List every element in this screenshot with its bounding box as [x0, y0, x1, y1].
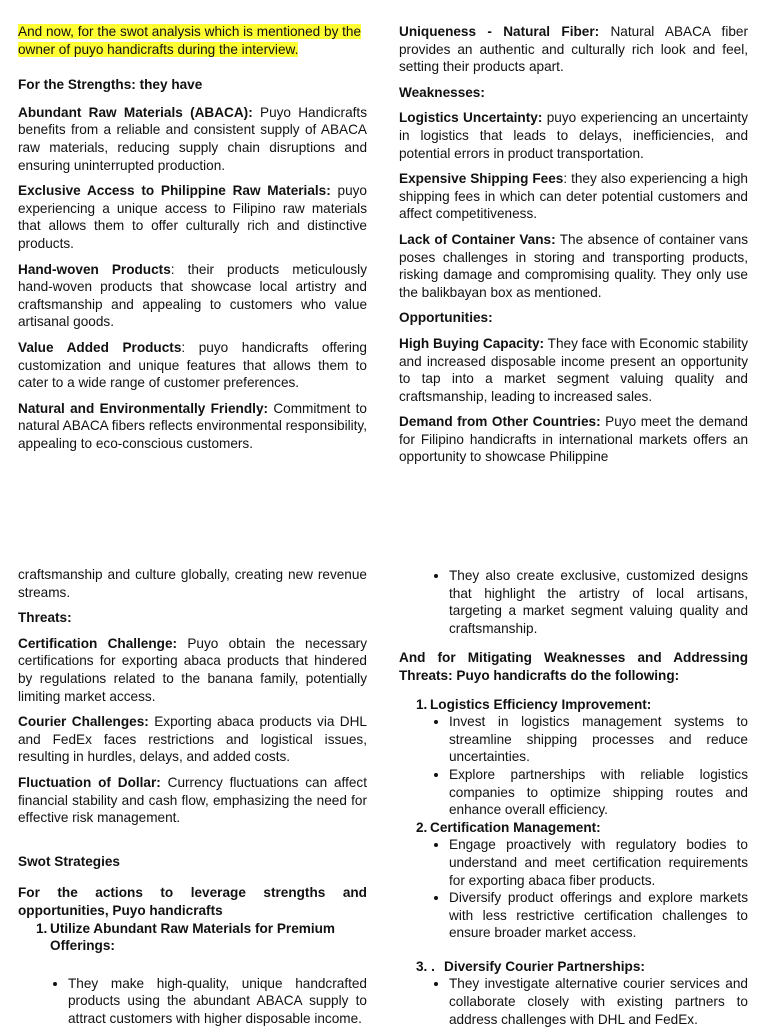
numbered-item-title: Diversify Courier Partnerships:: [444, 958, 645, 974]
page2-right-column: [399, 567, 748, 1028]
numbered-item-title: Certification Management:: [430, 819, 601, 835]
numbered-item: [399, 819, 748, 837]
list-number: 2.: [416, 819, 428, 835]
strength-item: Natural and Environmentally Friendly: Commitment to natural ABACA fibers reflects environmental responsibility, appealing to eco-conscious customers.: [18, 400, 367, 451]
page2-left-column: [18, 566, 367, 1027]
strengths-heading: For the Strengths: they have: [18, 77, 203, 93]
intro-paragraph: [18, 23, 367, 58]
weakness-item: Lack of Container Vans: The absence of container vans poses challenges in storing and transporting products, risking damage and compromising quality. They only use the balikbayan box as mentioned.: [399, 231, 748, 300]
threat-item: Certification Challenge: Puyo obtain the necessary certifications for exporting abaca products that hindered by regulations related to the banana family, potentially limiting market access.: [18, 635, 367, 704]
intro-highlight: And now, for the swot analysis which is mentioned by the owner of puyo handicrafts during the interview.: [18, 24, 362, 57]
weaknesses-heading: Weaknesses:: [399, 84, 485, 100]
continuation-text: craftsmanship and culture globally, creating new revenue streams.: [18, 567, 367, 600]
numbered-item-title: Utilize Abundant Raw Materials for Premium Offerings:: [50, 920, 336, 954]
mitigate-heading: And for Mitigating Weaknesses and Addressing Threats: Puyo handicrafts do the following:: [399, 650, 748, 683]
uniqueness-item: Uniqueness - Natural Fiber: Natural ABACA fiber provides an authentic and culturally rich look and feel, setting their products apart.: [399, 24, 748, 75]
list-number: 1.: [36, 920, 48, 936]
numbered-item: [399, 696, 748, 714]
strength-item: Abundant Raw Materials (ABACA): Puyo Handicrafts benefits from a reliable and consistent supply of ABACA raw materials, reducing supply chain disruptions and ensuring uninterrupted production.: [18, 104, 367, 173]
opportunity-item: Demand from Other Countries: Puyo meet the demand for Filipino handicrafts in international markets offers an opportunity to showcase Philippine: [399, 414, 748, 465]
bullet-item: • Diversify product offerings and explore markets with less restrictive certification challenges to ensure broader market access.: [449, 889, 748, 942]
bullet-item: • They also create exclusive, customized designs that highlight the artistry of local artisans, targeting a market segment valuing quality and craftsmanship.: [449, 567, 748, 637]
bullet-item: • Invest in logistics management systems to streamline shipping processes and reduce uncertainties.: [449, 713, 748, 766]
strength-item: Exclusive Access to Philippine Raw Materials: puyo experiencing a unique access to Filipino raw materials that allows them to offer culturally rich and distinctive products.: [18, 183, 367, 251]
threats-heading: Threats:: [18, 610, 72, 626]
weakness-item: Expensive Shipping Fees: they also experiencing a high shipping fees in which can deter potential customers and affect competitiveness.: [399, 171, 748, 222]
swot-strategies-heading: Swot Strategies: [18, 853, 120, 869]
strength-item: Value Added Products: puyo handicrafts offering customization and unique features that allows them to cater to a wide range of customer preferences.: [18, 339, 367, 391]
bullet-item: • They make high-quality, unique handcrafted products using the abundant ABACA supply to attract customers with higher disposable income.: [68, 975, 367, 1028]
numbered-item-title: Logistics Efficiency Improvement:: [430, 696, 652, 712]
threat-item: Fluctuation of Dollar: Currency fluctuations can affect financial stability and cash flow, emphasizing the need for effective risk management.: [18, 774, 367, 826]
numbered-item: [399, 958, 748, 976]
bullet-item: • Explore partnerships with reliable logistics companies to optimize shipping routes and enhance overall efficiency.: [449, 766, 748, 819]
weakness-item: Logistics Uncertainty: puyo experiencing an uncertainty in logistics that leads to delays, inefficiencies, and potential errors in product transportation.: [399, 110, 748, 161]
page1-right-column: [399, 23, 748, 474]
opportunities-heading: Opportunities:: [399, 310, 493, 326]
bullet-item: • Engage proactively with regulatory bodies to understand and meet certification requirements for exporting abaca fiber products.: [449, 836, 748, 889]
list-number: 3. .: [416, 958, 435, 974]
threat-item: Courier Challenges: Exporting abaca products via DHL and FedEx faces restrictions and logistical issues, resulting in hurdles, delays, and added costs.: [18, 714, 367, 765]
list-number: 1.: [416, 696, 428, 712]
page1-left-column: [18, 23, 367, 460]
leverage-heading: For the actions to leverage strengths and opportunities, Puyo handicrafts: [18, 885, 367, 918]
numbered-item: [18, 920, 367, 955]
opportunity-item: High Buying Capacity: They face with Economic stability and increased disposable income present an opportunity to tap into a market segment valuing quality and craftsmanship, leading to increased sales.: [399, 335, 748, 404]
strength-item: Hand-woven Products: their products meticulously hand-woven products that showcase local artistry and craftsmanship and appealing to customers who value artisanal goods.: [18, 261, 367, 330]
bullet-item: • They investigate alternative courier services and collaborate closely with existing partners to address challenges with DHL and FedEx.: [449, 975, 748, 1028]
